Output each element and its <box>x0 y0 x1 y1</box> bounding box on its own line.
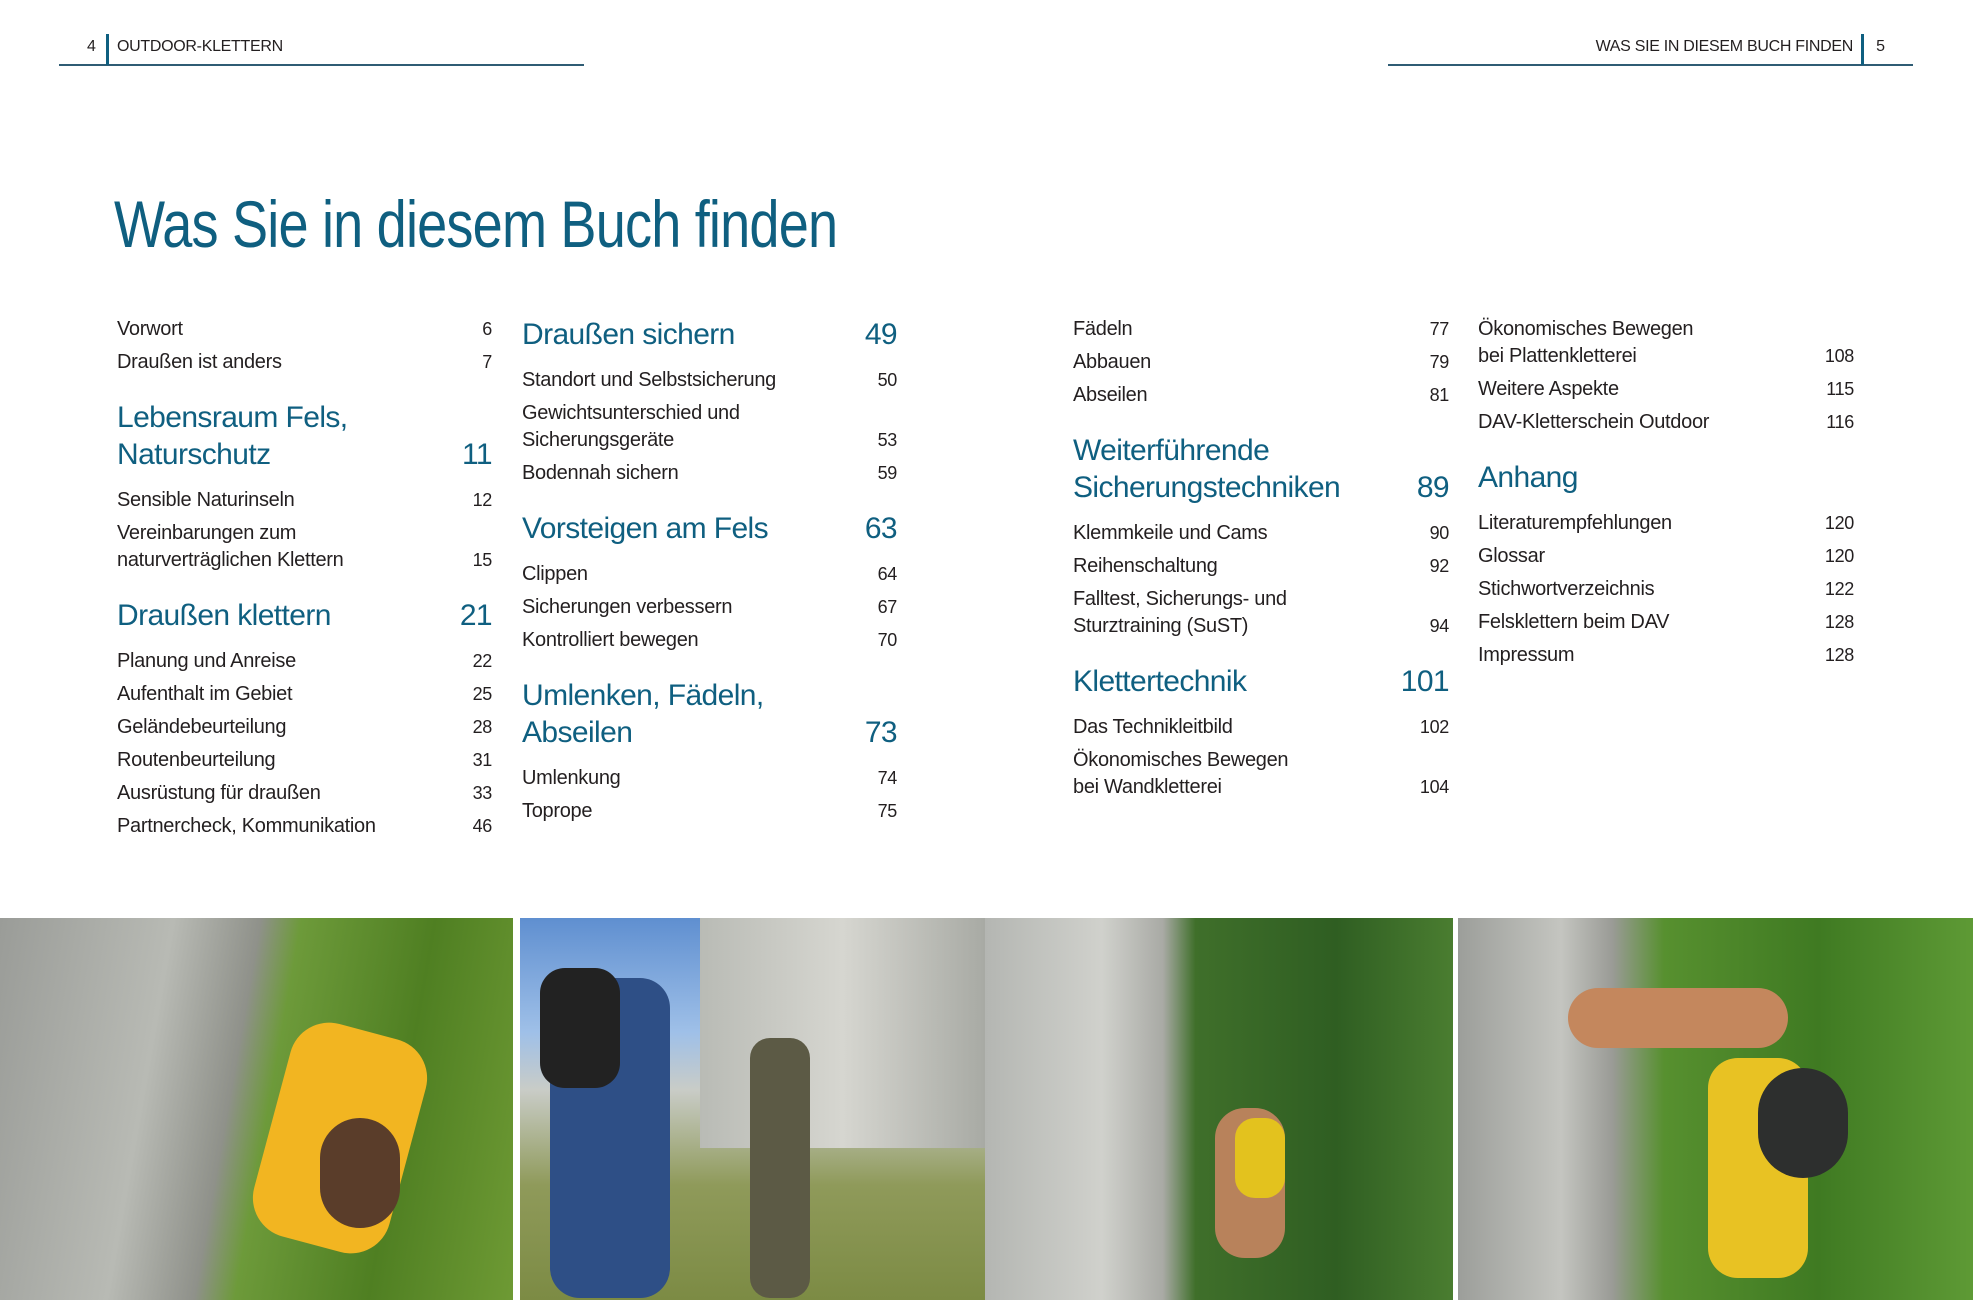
toc-title: Felsklettern beim DAV <box>1478 611 1670 633</box>
toc-page-number: 115 <box>1826 379 1854 399</box>
toc-page-number: 74 <box>877 768 897 788</box>
toc-entry <box>117 714 492 741</box>
toc-page-number: 15 <box>472 550 492 570</box>
toc-title: Bodennah sichern <box>522 462 679 484</box>
running-header-right <box>1388 34 1913 66</box>
toc-title: Toprope <box>522 800 593 822</box>
toc-page-number: 101 <box>1400 665 1449 698</box>
toc-title: Stichwortverzeichnis <box>1478 578 1655 600</box>
toc-title: Vorsteigen am Fels <box>522 512 768 545</box>
toc-title: Ökonomisches Bewegen bei Wandkletterei <box>1073 749 1289 798</box>
toc-entry <box>522 400 897 454</box>
running-title: WAS SIE IN DIESEM BUCH FINDEN <box>1595 38 1853 55</box>
toc-section-heading <box>522 316 897 353</box>
toc-title: Vorwort <box>117 318 183 340</box>
toc-page-number: 102 <box>1419 717 1449 737</box>
toc-title: Impressum <box>1478 644 1575 666</box>
toc-page-number: 79 <box>1429 352 1449 372</box>
toc-entry <box>522 367 897 394</box>
toc-entry <box>1073 553 1449 580</box>
toc-entry <box>522 765 897 792</box>
toc-page-number: 25 <box>472 684 492 704</box>
toc-entry <box>1478 543 1854 570</box>
toc-page-number: 128 <box>1824 645 1854 665</box>
toc-entry <box>1478 609 1854 636</box>
toc-title: Weitere Aspekte <box>1478 378 1619 400</box>
toc-entry <box>1478 316 1854 370</box>
toc-title: Anhang <box>1478 461 1578 494</box>
toc-entry <box>117 648 492 675</box>
toc-title: Lebensraum Fels, Naturschutz <box>117 401 348 471</box>
toc-page-number: 116 <box>1826 412 1854 432</box>
toc-page-number: 70 <box>877 630 897 650</box>
toc-title: Aufenthalt im Gebiet <box>117 683 293 705</box>
toc-column-4 <box>1478 316 1854 675</box>
toc-page-number: 31 <box>472 750 492 770</box>
toc-title: Literaturempfehlungen <box>1478 512 1672 534</box>
toc-entry <box>1073 520 1449 547</box>
toc-column-2 <box>522 316 897 831</box>
toc-page-number: 67 <box>877 597 897 617</box>
toc-entry <box>1478 376 1854 403</box>
toc-title: Partnercheck, Kommunikation <box>117 815 376 837</box>
toc-entry <box>1073 382 1449 409</box>
toc-entry <box>1478 642 1854 669</box>
toc-page-number: 128 <box>1824 612 1854 632</box>
toc-title: Geländebeurteilung <box>117 716 287 738</box>
toc-title: Ausrüstung für draußen <box>117 782 321 804</box>
toc-entry <box>1073 714 1449 741</box>
toc-entry <box>1478 510 1854 537</box>
toc-page-number: 108 <box>1824 346 1854 366</box>
toc-page-number: 90 <box>1429 523 1449 543</box>
toc-page-number: 53 <box>877 430 897 450</box>
toc-entry <box>1073 316 1449 343</box>
toc-column-1 <box>117 316 492 846</box>
toc-page-number: 63 <box>864 512 897 545</box>
toc-page-number: 11 <box>462 438 492 471</box>
toc-section-heading <box>117 399 492 473</box>
toc-entry <box>117 780 492 807</box>
toc-page-number: 7 <box>482 352 492 372</box>
toc-section-heading <box>1478 459 1854 496</box>
toc-title: Sensible Naturinseln <box>117 489 295 511</box>
toc-page-number: 6 <box>482 319 492 339</box>
toc-page-number: 89 <box>1416 471 1449 504</box>
toc-entry <box>1478 409 1854 436</box>
toc-entry <box>522 561 897 588</box>
toc-title: Gewichtsunterschied und Sicherungsgeräte <box>522 402 740 451</box>
toc-entry <box>117 681 492 708</box>
toc-section-heading <box>522 677 897 751</box>
toc-entry <box>1478 576 1854 603</box>
toc-title: Fädeln <box>1073 318 1133 340</box>
toc-page-number: 50 <box>877 370 897 390</box>
toc-page-number: 73 <box>864 716 897 749</box>
photo-climber-woman <box>985 918 1453 1300</box>
toc-title: Glossar <box>1478 545 1545 567</box>
toc-title: Abbauen <box>1073 351 1151 373</box>
toc-page-number: 94 <box>1429 616 1449 636</box>
page-number: 4 <box>87 38 96 55</box>
photo-climber-helmet <box>1458 918 1973 1300</box>
toc-page-number: 21 <box>459 599 492 632</box>
toc-page-number: 59 <box>877 463 897 483</box>
page-number: 5 <box>1876 38 1885 55</box>
toc-entry <box>1073 586 1449 640</box>
header-divider <box>106 34 109 65</box>
toc-entry <box>1073 349 1449 376</box>
toc-page-number: 64 <box>877 564 897 584</box>
toc-entry <box>522 460 897 487</box>
running-header-left <box>59 34 584 66</box>
toc-title: Sicherungen verbessern <box>522 596 733 618</box>
toc-entry <box>522 798 897 825</box>
toc-page-number: 46 <box>472 816 492 836</box>
toc-title: Draußen klettern <box>117 599 331 632</box>
toc-entry <box>117 813 492 840</box>
toc-column-3 <box>1073 316 1449 807</box>
toc-page-number: 122 <box>1824 579 1854 599</box>
toc-section-heading <box>1073 663 1449 700</box>
toc-entry <box>117 349 492 376</box>
toc-section-heading <box>1073 432 1449 506</box>
toc-page-number: 28 <box>472 717 492 737</box>
toc-entry <box>522 594 897 621</box>
toc-title: Falltest, Sicherungs- und Sturztraining (SuST) <box>1073 588 1287 637</box>
toc-title: Klemmkeile und Cams <box>1073 522 1268 544</box>
toc-entry <box>522 627 897 654</box>
toc-entry <box>1073 747 1449 801</box>
toc-section-heading <box>522 510 897 547</box>
toc-title: Reihenschaltung <box>1073 555 1218 577</box>
toc-title: Draußen ist anders <box>117 351 282 373</box>
toc-title: Kontrolliert bewegen <box>522 629 699 651</box>
toc-section-heading <box>117 597 492 634</box>
toc-title: Umlenken, Fädeln, Abseilen <box>522 679 764 749</box>
toc-page-number: 75 <box>877 801 897 821</box>
toc-page-number: 49 <box>864 318 897 351</box>
toc-title: Draußen sichern <box>522 318 735 351</box>
toc-title: DAV-Kletterschein Outdoor <box>1478 411 1710 433</box>
toc-page-number: 81 <box>1429 385 1449 405</box>
toc-page-number: 104 <box>1419 777 1449 797</box>
toc-title: Clippen <box>522 563 588 585</box>
toc-title: Klettertechnik <box>1073 665 1247 698</box>
photo-hikers-approach <box>520 918 985 1300</box>
photo-climber-yellow-shirt <box>0 918 513 1300</box>
toc-page-number: 33 <box>472 783 492 803</box>
toc-title: Planung und Anreise <box>117 650 296 672</box>
toc-title: Abseilen <box>1073 384 1148 406</box>
toc-entry <box>117 747 492 774</box>
toc-title: Vereinbarungen zum naturverträglichen Klettern <box>117 522 344 571</box>
toc-title: Umlenkung <box>522 767 621 789</box>
header-divider <box>1861 34 1864 65</box>
toc-page-number: 120 <box>1824 546 1854 566</box>
toc-entry <box>117 487 492 514</box>
toc-page-number: 77 <box>1429 319 1449 339</box>
toc-page-number: 12 <box>472 490 492 510</box>
toc-title: Das Technikleitbild <box>1073 716 1233 738</box>
running-title: OUTDOOR-KLETTERN <box>117 38 283 55</box>
toc-page-number: 22 <box>472 651 492 671</box>
toc-entry <box>117 520 492 574</box>
toc-entry <box>117 316 492 343</box>
toc-title: Weiterführende Sicherungstechniken <box>1073 434 1341 504</box>
toc-title: Ökonomisches Bewegen bei Plattenkletterei <box>1478 318 1694 367</box>
toc-page-number: 120 <box>1824 513 1854 533</box>
page-title: Was Sie in diesem Buch finden <box>114 187 838 261</box>
toc-title: Routenbeurteilung <box>117 749 276 771</box>
toc-title: Standort und Selbstsicherung <box>522 369 776 391</box>
toc-page-number: 92 <box>1429 556 1449 576</box>
